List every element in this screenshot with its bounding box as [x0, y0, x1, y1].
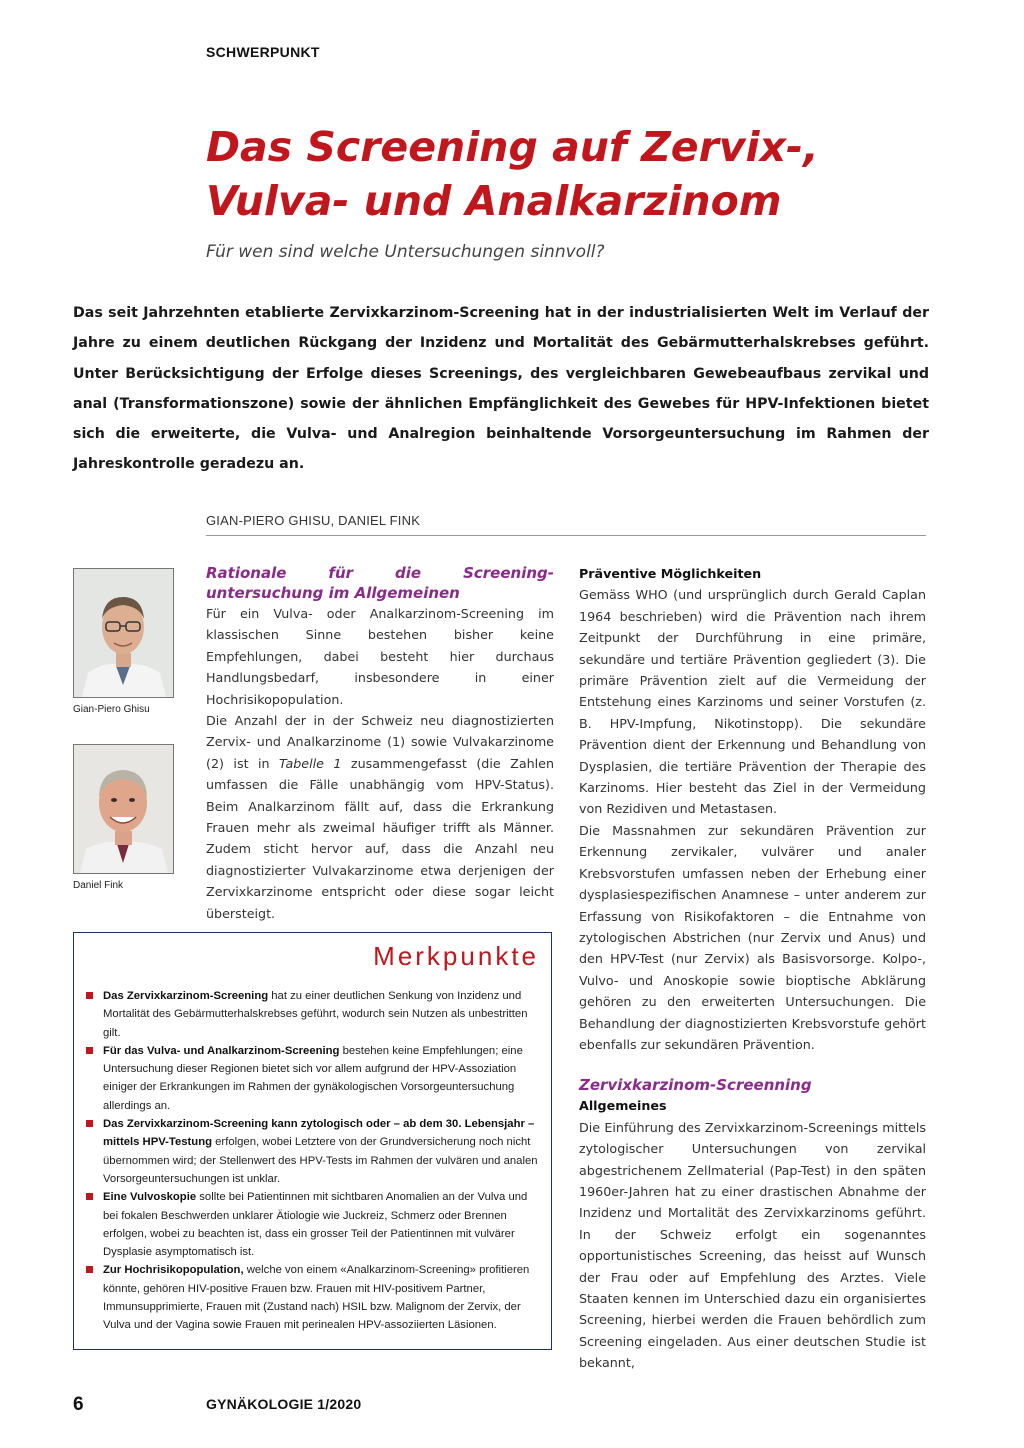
merkpunkte-box: [73, 932, 552, 1350]
item-lead: Zur Hochrisikopopulation,: [103, 1264, 244, 1277]
list-item: [86, 1115, 541, 1188]
subheading-allgemeines: Allgemeines: [579, 1098, 667, 1114]
journal-footer: GYNÄKOLOGIE 1/2020: [206, 1396, 362, 1412]
section-heading-rationale: Rationale für die Screening-untersuchung im Allgemeinen: [206, 564, 554, 602]
section-heading-praevention: Präventive Möglichkeiten: [579, 566, 762, 581]
item-lead: Eine Vulvoskopie: [103, 1191, 197, 1204]
author-photo-ghisu: [73, 568, 174, 698]
middle-column: [206, 563, 554, 924]
merkpunkte-list: [86, 987, 541, 1335]
paragraph: [206, 710, 554, 924]
text-run: zusammengefasst (die Zahlen umfassen die Fälle unabhängig vom HPV-Status). Beim Analkarzinom fällt auf, dass die Erkrankung Frauen mehr als zweimal häufiger trifft als Männer. Zudem sticht hervor auf, dass die Anzahl neu diagnostizierter Vulvakarzinome etwa derjenigen der Zervixkarzinome entspricht oder diese sogar leicht übersteigt.: [206, 755, 555, 921]
portrait-image: [74, 569, 173, 697]
author-line: GIAN-PIERO GHISU, DANIEL FINK: [206, 513, 421, 528]
portrait-image: [74, 745, 173, 873]
lead-paragraph: Das seit Jahrzehnten etablierte Zervixkarzinom-Screening hat in der industrialisierten Welt im Verlauf der Jahre zu einem deutlichen Rückgang der Inzidenz und Mortalität des Gebärmutterhalskrebses geführt. Unter Berücksichtigung der Erfolge dieses Screenings, des vergleichbaren Gewebeaufbaus zervikal und anal (Transformationszone) sowie der ähnlichen Empfänglichkeit des Gewebes für HPV-Infektionen bietet sich die erweiterte, die Vulva- und Analregion beinhaltende Vorsorgeuntersuchung im Rahmen der Jahreskontrolle geradezu an.: [73, 305, 929, 473]
section-heading-zervix: Zervixkarzinom-Screenning: [579, 1076, 812, 1095]
item-text: welche von einem «Analkarzinom-Screening» profitieren könnte, gehören HIV-positive Frauen bzw. Frauen mit HIV-positivem Partner, Immunsupprimierte, Frauen mit (Zustand nach) HSIL bzw. Malignom der Zervix, der Vulva und der Vagina sowie Frauen mit perinealen HPV-assoziierten Läsionen.: [103, 1264, 530, 1332]
list-item: [86, 1188, 541, 1261]
bullet-square-icon: [86, 992, 93, 999]
item-text: sollte bei Patientinnen mit sichtbaren Anomalien an der Vulva und bei fokalen Beschwerden unklarer Ätiologie wie Juckreiz, Schmerz oder Brennen erfolgen, wobei zu beachten ist, dass ein grosser Teil der Patientinnen mit vulvärer Dysplasie asymptomatisch ist.: [103, 1191, 528, 1259]
article-title: [206, 120, 926, 228]
item-text: hat zu einer deutlichen Senkung von Inzidenz und Mortalität des Gebärmutterhalskrebses geführt, wodurch sein Nutzen als unbestritten gilt.: [103, 990, 528, 1039]
title-line-1: Das Screening auf Zervix-,: [206, 123, 819, 171]
photo-caption-fink: Daniel Fink: [73, 880, 124, 891]
item-text: erfolgen, wobei Letztere von der Grundversicherung noch nicht übernommen wird; der Stellenwert des HPV-Tests im Rahmen der vulvären und analen Vorsorgeuntersuchungen ist unklar.: [103, 1136, 538, 1185]
author-photo-fink: [73, 744, 174, 874]
bullet-square-icon: [86, 1120, 93, 1127]
paragraph: Die Massnahmen zur sekundären Prävention zur Erkennung zervikaler, vulvärer und analer Krebsvorstufen umfassen neben der Erhebung einer dysplasiespezifischen Anamnese – unter anderem zur Erfassung von Risikofaktoren – die Entnahme von zytologischen Abstrichen (nur Zervix und Anus) und den HPV-Test (nur Zervix) als Basisvorsorge. Kolpo-, Vulvo- und Anoskopie sowie bioptische Abklärung gehören zu den erweiterten Untersuchungen. Die Behandlung der diagnostizierten Krebsvorstufe gehört ebenfalls zur sekundären Prävention.: [579, 822, 926, 1052]
right-column: [579, 563, 926, 1374]
list-item: [86, 987, 541, 1042]
item-text: bestehen keine Empfehlungen; eine Untersuchung dieser Regionen bietet sich vor allem aufgrund der HPV-Assoziation einiger der Erkrankungen im Rahmen der gynäkologischen Vorsorgeuntersuchung allerdings an.: [103, 1044, 523, 1112]
article-subtitle: Für wen sind welche Untersuchungen sinnvoll?: [206, 242, 605, 262]
item-lead: Das Zervixkarzinom-Screening kann zytologisch oder – ab dem 30. Lebensjahr – mittels HPV-Testung: [103, 1118, 535, 1149]
paragraph: Für ein Vulva- oder Analkarzinom-Screening im klassischen Sinne bestehen bisher keine Empfehlungen, dabei besteht hier durchaus Handlungsbedarf, insbesondere in einer Hochrisikopopulation.: [206, 606, 554, 707]
merkpunkte-title: Merkpunkte: [373, 941, 539, 971]
item-lead: Das Zervixkarzinom-Screening: [103, 990, 269, 1002]
bullet-square-icon: [86, 1047, 93, 1054]
page-number: 6: [73, 1394, 84, 1415]
paragraph: Gemäss WHO (und ursprünglich durch Gerald Caplan 1964 beschrieben) wird die Prävention nach ihrem Zeitpunkt der Durchführung in eine primäre, sekundäre und tertiäre Prävention gegliedert (3). Die primäre Prävention zielt auf die Vermeidung der Entstehung eines Karzinoms und seiner Vorstufen (z. B. HPV-Impfung, Nikotinstopp). Die sekundäre Prävention dient der Erkennung und Behandlung von Dysplasien, die tertiäre Prävention der Therapie des Karzinoms. Hier besteht das Ziel in der Vermeidung von Rezidiven und Metastasen.: [579, 587, 926, 817]
photo-caption-ghisu: Gian-Piero Ghisu: [73, 704, 150, 715]
divider: [206, 535, 926, 536]
bullet-square-icon: [86, 1266, 93, 1273]
paragraph: Die Einführung des Zervixkarzinom-Screenings mittels zytologischer Untersuchungen von zervikal abgestrichenem Zellmaterial (Pap-Test) in den späten 1960er-Jahren hat zu einer drastischen Abnahme der Inzidenz und Mortalität des Zervixkarzinoms geführt. In der Schweiz erfolgt ein sogenanntes opportunistisches Screening, das heisst auf Wunsch der Frau oder auf Empfehlung des Arztes. Viele Staaten kennen im Unterschied dazu ein organisiertes Screening, hierbei werden die Frauen behördlich zum Screening eingeladen. Aus einer deutschen Studie ist bekannt,: [579, 1119, 926, 1371]
section-label: SCHWERPUNKT: [206, 44, 320, 60]
bullet-square-icon: [86, 1193, 93, 1200]
title-line-2: Vulva- und Analkarzinom: [206, 177, 782, 225]
item-lead: Für das Vulva- und Analkarzinom-Screening: [103, 1044, 340, 1057]
list-item: [86, 1042, 541, 1115]
text-run: Die Anzahl der in der Schweiz neu diagnostizierten Zervix- und Analkarzinome (1) sowie Vulvakarzinome (2) ist in: [206, 713, 554, 771]
list-item: [86, 1261, 541, 1334]
table-reference: Tabelle 1: [279, 755, 342, 771]
